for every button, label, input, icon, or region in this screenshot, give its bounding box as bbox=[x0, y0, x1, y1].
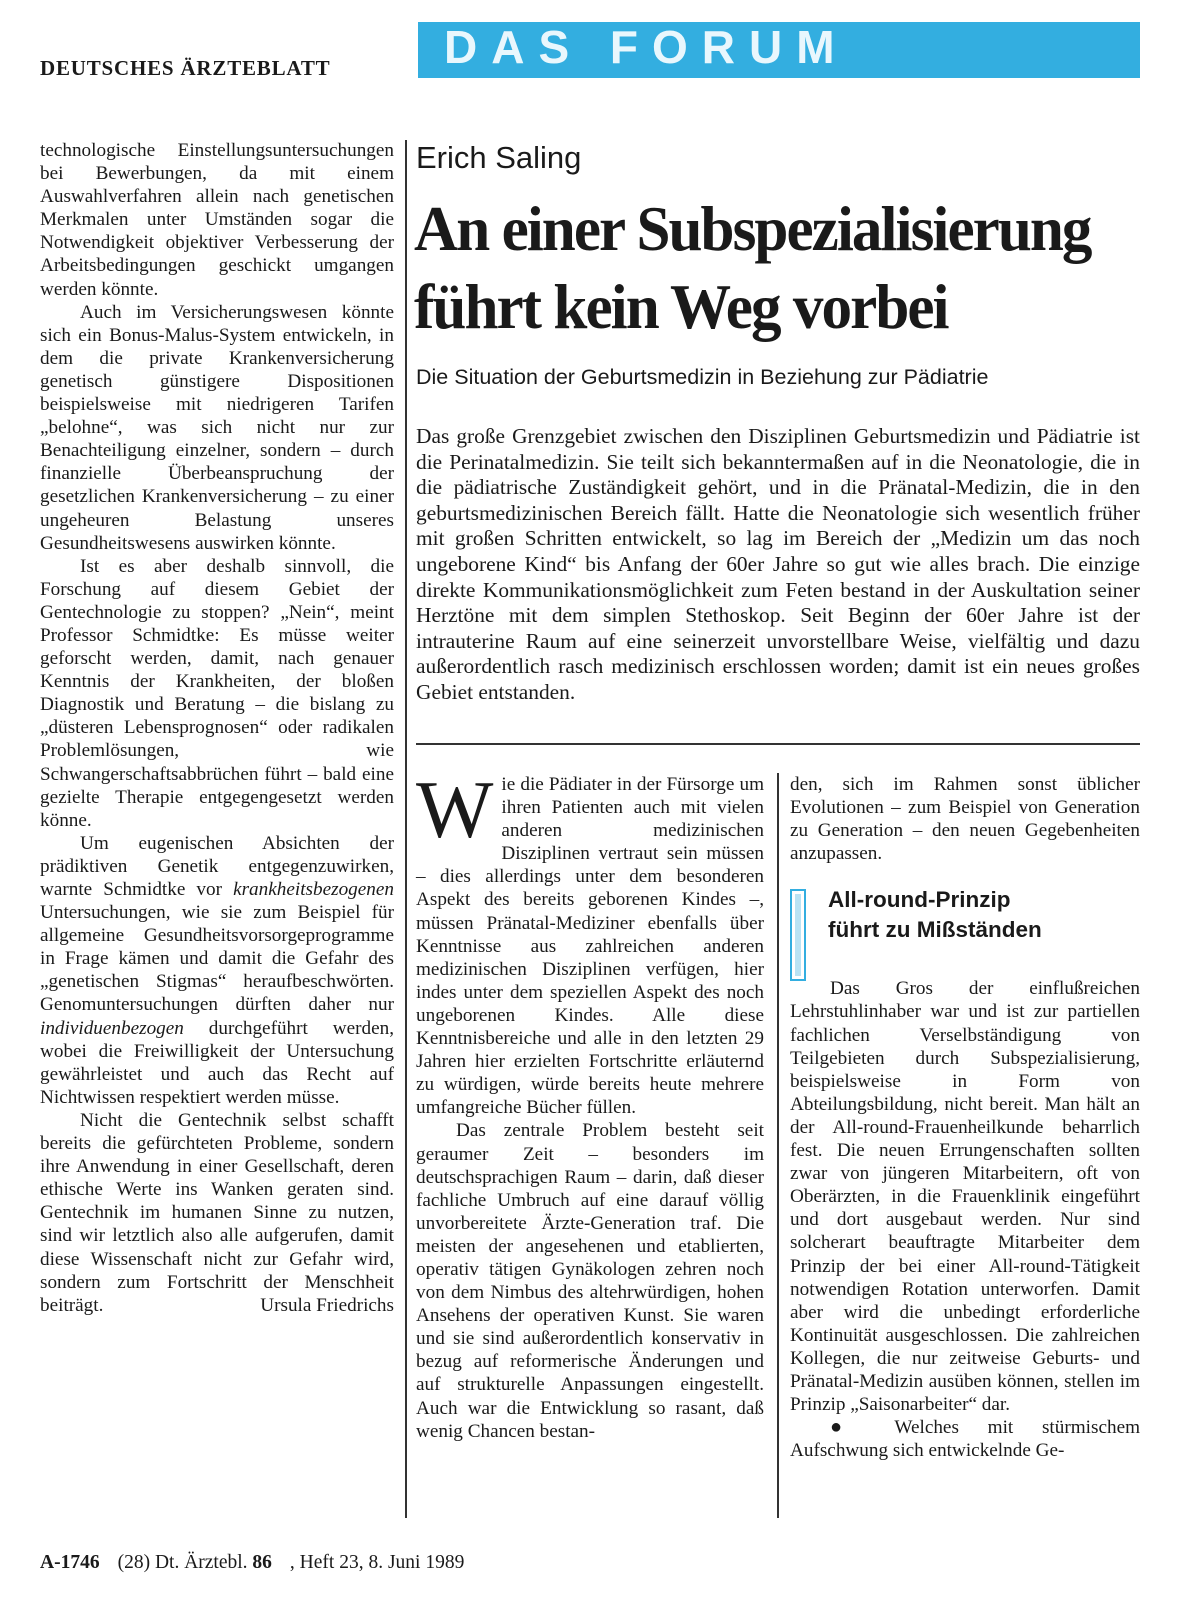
citation-issue: , Heft 23, 8. Juni 1989 bbox=[289, 1552, 465, 1573]
title-line: An einer Subspezialisierung bbox=[414, 194, 1091, 264]
page-footer bbox=[40, 1552, 464, 1574]
column-left bbox=[40, 139, 394, 1317]
subheading-marker bbox=[790, 889, 806, 981]
drop-cap: W bbox=[416, 764, 494, 855]
text-run: Nicht die Gentechnik selbst schafft bereits die gefürchteten Probleme, sondern ihre Anwendung in einer Gesellschaft, deren ethische Werte ins Wanken geraten sind. Gentechnik im humanen Sinne zu nutzen, sind wir letztlich also alle aufgerufen, damit diese Wissenschaft nicht zur Gefahr wird, sondern zum Fortschritt der Menschheit beiträgt. bbox=[40, 1109, 394, 1316]
paragraph: Ist es aber deshalb sinnvoll, die Forschung auf diesem Gebiet der Gentechnologie zu stoppen? „Nein“, meint Professor Schmidtke: Es müsse weiter geforscht werden, damit, nach genauer Kenntnis der Krankheiten, der bloßen Diagnostik und Beratung – die bislang zu „düsteren Lebensprognosen“ oder radikalen Problemlösungen, wie Schwangerschaftsabbrüchen führt – bald eine gezielte Therapie entgegengesetzt werden könne. bbox=[40, 555, 394, 831]
article-author: Erich Saling bbox=[416, 140, 582, 175]
text-run: Um eugenischen Absichten der prädiktiven Genetik entgegenzuwirken, warnte Schmidtke vor bbox=[40, 832, 394, 900]
paragraph bbox=[40, 1109, 394, 1317]
paragraph: Das zentrale Problem besteht seit geraumer Zeit – besonders im deutschsprachigen Raum – darin, daß dieser fachliche Umbruch auf eine darauf völlig unvorbereitete Ärzte-Generation traf. Die meisten der angesehenen und etablierten, operativ tätigen Gynäkologen zehren noch von dem Nimbus des altehrwürdigen, hohen Ansehens der operativen Kunst. Sie waren und sie sind außerordentlich konservativ in bezug auf reformerische Änderungen und auf strukturelle Anpassungen eingestellt. Auch war die Entwicklung so rasant, daß wenig Chancen bestan- bbox=[416, 1120, 764, 1442]
section-banner bbox=[418, 22, 1140, 78]
column-right bbox=[790, 773, 1140, 1462]
column-middle bbox=[416, 764, 764, 1443]
text-run: durchgeführt werden, wobei die Freiwilligkeit der Untersuchung gewährleistet und auch das Recht auf Nichtwissen respektiert werden müsse. bbox=[40, 1017, 395, 1108]
article-title bbox=[414, 190, 1132, 346]
title-line: führt kein Weg vorbei bbox=[414, 272, 948, 342]
article-subtitle: Die Situation der Geburtsmedizin in Beziehung zur Pädiatrie bbox=[416, 365, 989, 389]
subheading bbox=[828, 885, 1042, 945]
subheading-block bbox=[790, 885, 1140, 971]
paragraph: technologische Einstellungsuntersuchungen bei Bewerbungen, da mit einem Auswahlverfahren allein nach genetischen Merkmalen unter Umständen sogar die Notwendigkeit objektiver Verbesserung der Arbeitsbedingungen geschickt umgangen werden könnte. bbox=[40, 140, 394, 300]
emphasis: krankheitsbezogenen bbox=[233, 879, 394, 900]
journal-name: DEUTSCHES ÄRZTEBLATT bbox=[40, 56, 331, 80]
subheading-line: führt zu Mißständen bbox=[828, 917, 1042, 943]
paragraph: Auch im Versicherungswesen könnte sich ein Bonus-Malus-System entwickeln, in dem die private Krankenversicherung genetisch günstigere Dispositionen beispielsweise mit niedrigeren Tarifen „belohne“, was sich nicht nur zur Benachteiligung einzelner, sondern – durch finanzielle Überbeanspruchung der gesetzlichen Krankenversicherung – zu einer ungeheuren Belastung unseres Gesundheitswesens auswirken könnte. bbox=[40, 301, 394, 554]
author-signature: Ursula Friedrichs bbox=[260, 1294, 394, 1316]
subheading-line: All-round-Prinzip bbox=[828, 887, 1011, 913]
page-number: A-1746 bbox=[40, 1552, 100, 1573]
paragraph bbox=[416, 764, 764, 1119]
citation: (28) Dt. Ärztebl. bbox=[117, 1552, 248, 1573]
paragraph bbox=[790, 1416, 1140, 1462]
paragraph bbox=[40, 832, 394, 1109]
paragraph: den, sich im Rahmen sonst üblicher Evolutionen – zum Beispiel von Generation zu Generation – den neuen Gegebenheiten anzupassen. bbox=[790, 774, 1140, 865]
section-title: DAS FORUM bbox=[444, 21, 849, 73]
column-divider bbox=[777, 773, 779, 1518]
text-run: Untersuchungen, wie sie zum Beispiel für allgemeine Gesundheitsvorsorgeprogramme in Frage kämen und damit die Gefahr des „genetischen Stigmas“ heraufbeschwörten. Genomuntersuchungen dürften daher nur bbox=[40, 902, 394, 1016]
emphasis: individuenbezogen bbox=[40, 1017, 184, 1039]
text-run: ie die Pädiater in der Fürsorge um ihren Patienten auch mit vielen anderen medizinischen Disziplinen vertraut sein müssen – dies allerdings unter dem besonderen Aspekt des bereits geborenen Kindes –, müssen Pränatal-Mediziner ebenfalls über Kenntnisse aus zahlreichen anderen medizinischen Disziplinen verfügen, hier indes unter dem speziellen Aspekt des noch ungeborenen Kindes. Alle diese Kenntnisbereiche und alle in den letzten 29 Jahren hier erzielten Fortschritte erläuternd zu würdigen, würde bereits heute mehrere umfangreiche Bücher füllen. bbox=[416, 774, 764, 1119]
column-divider bbox=[405, 140, 407, 1518]
lead-divider bbox=[416, 743, 1140, 745]
bullet-icon: ● bbox=[830, 1416, 867, 1439]
paragraph: Das Gros der einflußreichen Lehrstuhlinhaber war und ist zur partiellen fachlichen Verselbständigung von Teilgebieten durch Subspezialisierung, beispielsweise in Form von Abteilungsbildung, nicht bereit. Man hält an der All-round-Frauenheilkunde beharrlich fest. Die neuen Errungenschaften sollten zwar von jüngeren Mitarbeitern, oft von Oberärzten, in die Frauenklinik eingeführt und dort ausgebaut werden. Nur sind solcherart beauftragte Mitarbeiter dem Prinzip der bei einer All-round-Tätigkeit notwendigen Rotation unterworfen. Damit aber wird die unbedingt erforderliche Kontinuität ausgeschlossen. Die zahlreichen Kollegen, die nur zeitweise Geburts- und Pränatal-Medizin ausüben können, stellen im Prinzip „Saisonarbeiter“ dar. bbox=[790, 978, 1140, 1416]
article-lead: Das große Grenzgebiet zwischen den Disziplinen Geburtsmedizin und Pädiatrie ist die Perinatalmedizin. Sie teilt sich bekanntermaßen auf in die Neonatologie, die in die pädiatrische Zuständigkeit gehört, und in die Pränatal-Medizin, die in den geburtsmedizinischen Bereich fällt. Hatte die Neonatologie sich wesentlich früher mit großen Schritten entwickelt, so lag im Bereich der „Medizin um das noch ungeborene Kind“ bis Anfang der 60er Jahre so gut wie alles brach. Die einzige direkte Kommunikationsmöglichkeit zum Feten bestand in der Auskultation seiner Herztöne mit dem simplen Stethoskop. Seit Beginn der 60er Jahre ist der intrauterine Raum auf eine seinerzeit unvorstellbare Weise, vielfältig und dazu außerordentlich rasch medizinisch erschlossen worden; damit ist ein neues großes Gebiet entstanden. bbox=[416, 424, 1140, 704]
text-run: Welches mit stürmischem Aufschwung sich entwickelnde Ge- bbox=[790, 1417, 1141, 1462]
volume-number: 86 bbox=[252, 1552, 272, 1573]
